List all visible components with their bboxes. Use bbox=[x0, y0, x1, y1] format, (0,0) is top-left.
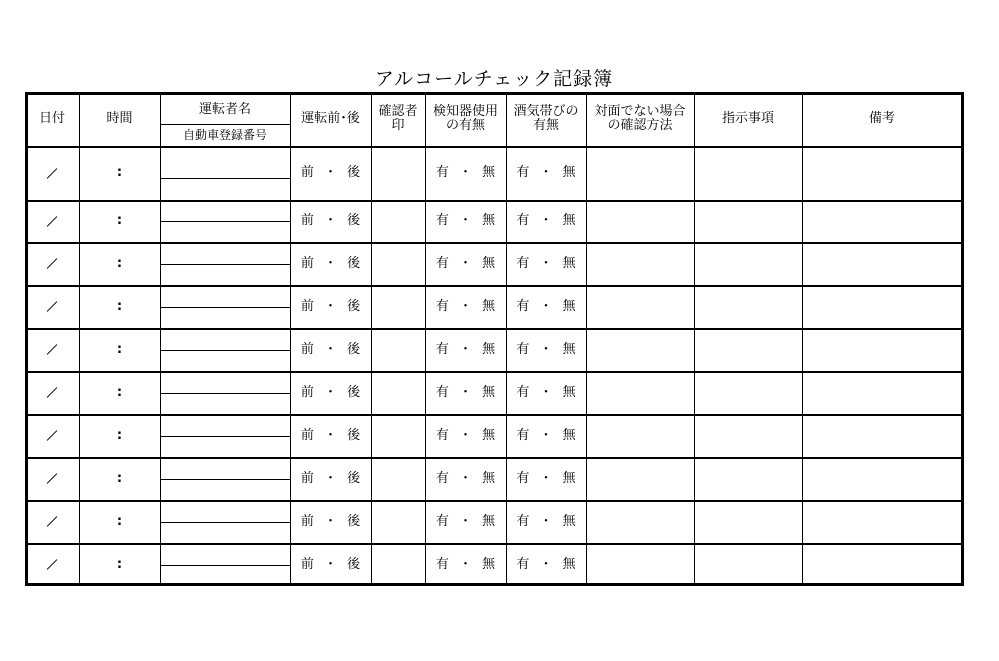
confirmer-seal-cell[interactable] bbox=[371, 146, 425, 200]
date-cell[interactable] bbox=[25, 371, 79, 414]
non-face-method-cell[interactable] bbox=[586, 543, 694, 586]
page-title: アルコールチェック記録簿 bbox=[374, 68, 614, 90]
time-cell[interactable]: : bbox=[116, 213, 123, 228]
alcohol-choice[interactable]: 有 ・ 無 bbox=[516, 470, 576, 486]
confirmer-seal-cell[interactable] bbox=[371, 543, 425, 586]
detector-use-choice[interactable]: 有 ・ 無 bbox=[435, 470, 496, 486]
header-confirmer-seal bbox=[371, 92, 425, 146]
date-slash-mark bbox=[47, 344, 58, 355]
time-cell[interactable]: : bbox=[116, 298, 123, 314]
remarks-cell[interactable] bbox=[802, 146, 962, 200]
date-cell[interactable] bbox=[25, 285, 79, 328]
header-before-after: 運転前･後 bbox=[301, 111, 360, 126]
remarks-cell[interactable] bbox=[802, 500, 962, 543]
time-cell[interactable]: : bbox=[116, 384, 123, 400]
detector-use-choice[interactable]: 有 ・ 無 bbox=[435, 213, 496, 228]
time-cell[interactable]: : bbox=[116, 165, 123, 180]
detector-use-choice[interactable]: 有 ・ 無 bbox=[435, 384, 496, 400]
header-non-face-line1: 対面でない場合 bbox=[594, 104, 686, 119]
alcohol-choice[interactable]: 有 ・ 無 bbox=[516, 341, 576, 357]
confirmer-seal-cell[interactable] bbox=[371, 242, 425, 285]
alcohol-choice[interactable]: 有 ・ 無 bbox=[516, 213, 576, 228]
date-cell[interactable] bbox=[25, 457, 79, 500]
time-cell[interactable]: : bbox=[116, 341, 123, 357]
instructions-cell[interactable] bbox=[694, 500, 802, 543]
non-face-method-cell[interactable] bbox=[586, 500, 694, 543]
header-divider bbox=[160, 124, 290, 125]
non-face-method-cell[interactable] bbox=[586, 242, 694, 285]
confirmer-seal-cell[interactable] bbox=[371, 371, 425, 414]
remarks-cell[interactable] bbox=[802, 200, 962, 242]
instructions-cell[interactable] bbox=[694, 285, 802, 328]
date-cell[interactable] bbox=[25, 146, 79, 200]
before-after-choice[interactable]: 前 ・ 後 bbox=[300, 427, 361, 443]
date-slash-mark bbox=[47, 258, 58, 269]
instructions-cell[interactable] bbox=[694, 457, 802, 500]
alcohol-choice[interactable]: 有 ・ 無 bbox=[516, 255, 576, 271]
alcohol-choice[interactable]: 有 ・ 無 bbox=[516, 513, 576, 529]
date-cell[interactable] bbox=[25, 543, 79, 586]
instructions-cell[interactable] bbox=[694, 543, 802, 586]
driver-vehicle-divider bbox=[160, 178, 290, 179]
before-after-choice[interactable]: 前 ・ 後 bbox=[300, 513, 361, 529]
date-slash-mark bbox=[47, 473, 58, 484]
before-after-choice[interactable]: 前 ・ 後 bbox=[300, 298, 361, 314]
before-after-choice[interactable]: 前 ・ 後 bbox=[300, 341, 361, 357]
driver-vehicle-divider bbox=[160, 522, 290, 523]
instructions-cell[interactable] bbox=[694, 242, 802, 285]
detector-use-choice[interactable]: 有 ・ 無 bbox=[435, 341, 496, 357]
before-after-choice[interactable]: 前 ・ 後 bbox=[300, 255, 361, 271]
detector-use-choice[interactable]: 有 ・ 無 bbox=[435, 255, 496, 271]
non-face-method-cell[interactable] bbox=[586, 457, 694, 500]
alcohol-choice[interactable]: 有 ・ 無 bbox=[516, 165, 576, 180]
header-driver-name: 運転者名 bbox=[198, 102, 251, 117]
date-slash-mark bbox=[47, 559, 58, 570]
remarks-cell[interactable] bbox=[802, 371, 962, 414]
before-after-choice[interactable]: 前 ・ 後 bbox=[300, 556, 361, 572]
header-time: 時間 bbox=[106, 111, 133, 126]
instructions-cell[interactable] bbox=[694, 146, 802, 200]
driver-vehicle-divider bbox=[160, 221, 290, 222]
confirmer-seal-cell[interactable] bbox=[371, 414, 425, 457]
time-cell[interactable]: : bbox=[116, 556, 123, 572]
alcohol-choice[interactable]: 有 ・ 無 bbox=[516, 427, 576, 443]
confirmer-seal-cell[interactable] bbox=[371, 500, 425, 543]
before-after-choice[interactable]: 前 ・ 後 bbox=[300, 165, 361, 180]
remarks-cell[interactable] bbox=[802, 543, 962, 586]
instructions-cell[interactable] bbox=[694, 328, 802, 371]
date-slash-mark bbox=[47, 301, 58, 312]
driver-vehicle-divider bbox=[160, 393, 290, 394]
date-cell[interactable] bbox=[25, 328, 79, 371]
driver-vehicle-divider bbox=[160, 436, 290, 437]
remarks-cell[interactable] bbox=[802, 285, 962, 328]
alcohol-choice[interactable]: 有 ・ 無 bbox=[516, 298, 576, 314]
remarks-cell[interactable] bbox=[802, 414, 962, 457]
non-face-method-cell[interactable] bbox=[586, 414, 694, 457]
header-vehicle-number: 自動車登録番号 bbox=[182, 128, 267, 142]
non-face-method-cell[interactable] bbox=[586, 200, 694, 242]
date-cell[interactable] bbox=[25, 242, 79, 285]
confirmer-seal-cell[interactable] bbox=[371, 328, 425, 371]
date-slash-mark bbox=[47, 516, 58, 527]
driver-vehicle-cell[interactable] bbox=[160, 146, 290, 200]
non-face-method-cell[interactable] bbox=[586, 285, 694, 328]
grid-line bbox=[160, 92, 161, 586]
instructions-cell[interactable] bbox=[694, 414, 802, 457]
header-detector-use bbox=[425, 92, 506, 146]
driver-vehicle-divider bbox=[160, 264, 290, 265]
grid-line bbox=[371, 92, 372, 586]
instructions-cell[interactable] bbox=[694, 371, 802, 414]
time-cell[interactable]: : bbox=[116, 470, 123, 486]
grid-line bbox=[694, 92, 695, 586]
before-after-choice[interactable]: 前 ・ 後 bbox=[300, 384, 361, 400]
grid-line bbox=[290, 92, 291, 586]
grid-line bbox=[425, 92, 426, 586]
header-confirmer-seal-line2: 印 bbox=[391, 118, 405, 133]
non-face-method-cell[interactable] bbox=[586, 328, 694, 371]
driver-vehicle-divider bbox=[160, 307, 290, 308]
header-alcohol bbox=[506, 92, 586, 146]
confirmer-seal-cell[interactable] bbox=[371, 285, 425, 328]
grid-line bbox=[79, 92, 80, 586]
header-date: 日付 bbox=[38, 111, 65, 126]
header-non-face-line2: の確認方法 bbox=[607, 118, 673, 133]
header-confirmer-seal-line1: 確認者 bbox=[378, 104, 418, 119]
driver-vehicle-divider bbox=[160, 350, 290, 351]
date-slash-mark bbox=[47, 216, 58, 227]
header-non-face-method bbox=[586, 92, 694, 146]
time-cell[interactable]: : bbox=[116, 427, 123, 443]
non-face-method-cell[interactable] bbox=[586, 371, 694, 414]
detector-use-choice[interactable]: 有 ・ 無 bbox=[435, 165, 496, 180]
detector-use-choice[interactable]: 有 ・ 無 bbox=[435, 556, 496, 572]
header-alcohol-line1: 酒気帯びの bbox=[513, 104, 579, 119]
alcohol-choice[interactable]: 有 ・ 無 bbox=[516, 556, 576, 572]
grid-line bbox=[586, 92, 587, 586]
confirmer-seal-cell[interactable] bbox=[371, 200, 425, 242]
alcohol-check-log-table bbox=[25, 92, 964, 586]
date-slash-mark bbox=[47, 387, 58, 398]
header-remarks: 備考 bbox=[868, 111, 895, 126]
detector-use-choice[interactable]: 有 ・ 無 bbox=[435, 298, 496, 314]
remarks-cell[interactable] bbox=[802, 242, 962, 285]
grid-line bbox=[506, 92, 507, 586]
date-slash-mark bbox=[47, 168, 58, 179]
instructions-cell[interactable] bbox=[694, 200, 802, 242]
remarks-cell[interactable] bbox=[802, 457, 962, 500]
header-detector-use-line1: 検知器使用 bbox=[432, 104, 498, 119]
time-cell[interactable]: : bbox=[116, 255, 123, 271]
driver-vehicle-divider bbox=[160, 565, 290, 566]
date-slash-mark bbox=[47, 430, 58, 441]
remarks-cell[interactable] bbox=[802, 328, 962, 371]
detector-use-choice[interactable]: 有 ・ 無 bbox=[435, 427, 496, 443]
header-instructions: 指示事項 bbox=[721, 111, 774, 126]
date-cell[interactable] bbox=[25, 200, 79, 242]
date-cell[interactable] bbox=[25, 500, 79, 543]
detector-use-choice[interactable]: 有 ・ 無 bbox=[435, 513, 496, 529]
alcohol-choice[interactable]: 有 ・ 無 bbox=[516, 384, 576, 400]
before-after-choice[interactable]: 前 ・ 後 bbox=[300, 213, 361, 228]
header-detector-use-line2: の有無 bbox=[445, 118, 485, 133]
time-cell[interactable]: : bbox=[116, 513, 123, 529]
confirmer-seal-cell[interactable] bbox=[371, 457, 425, 500]
header-alcohol-line2: 有無 bbox=[532, 118, 559, 133]
before-after-choice[interactable]: 前 ・ 後 bbox=[300, 470, 361, 486]
grid-line bbox=[802, 92, 803, 586]
date-cell[interactable] bbox=[25, 414, 79, 457]
non-face-method-cell[interactable] bbox=[586, 146, 694, 200]
driver-vehicle-divider bbox=[160, 479, 290, 480]
